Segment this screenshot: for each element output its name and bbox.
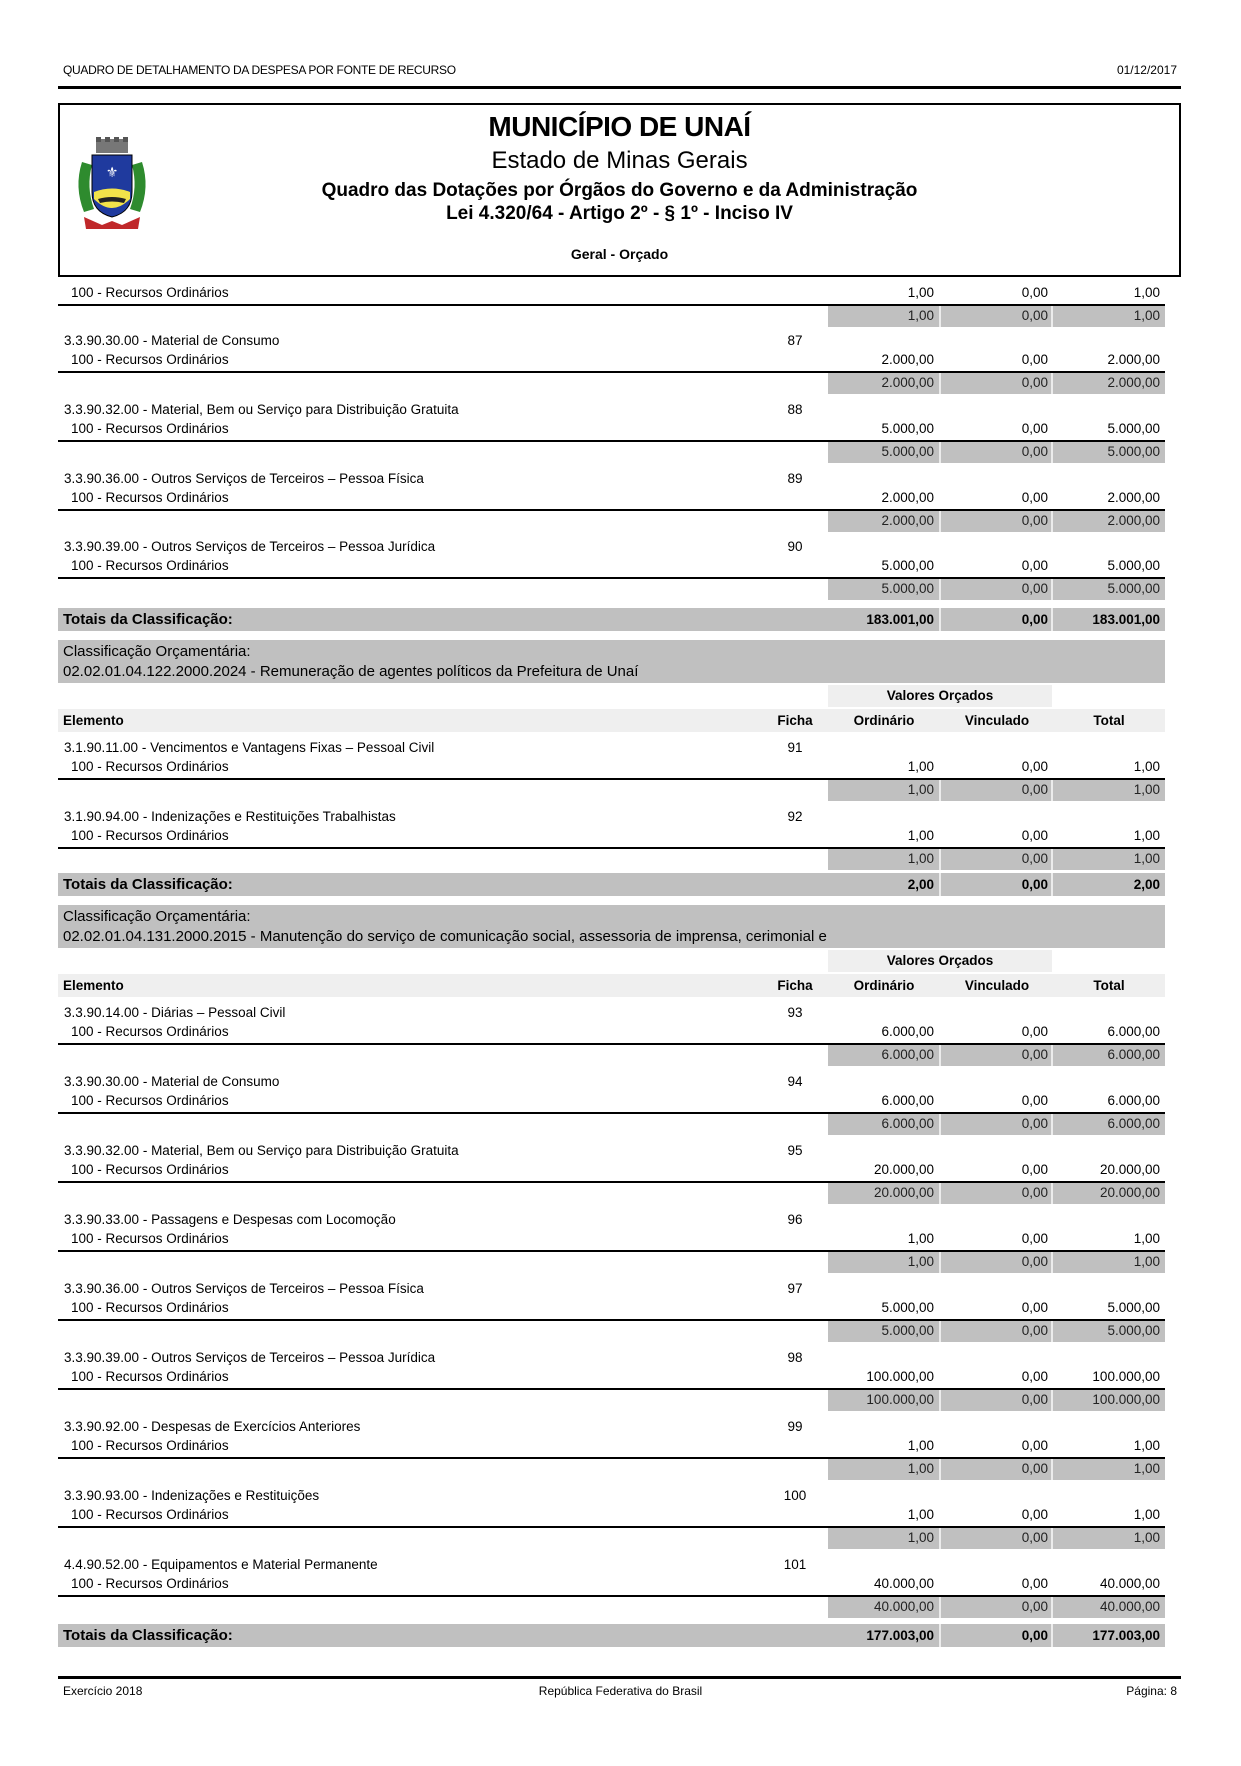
- source-label: 100 - Recursos Ordinários: [71, 1576, 229, 1591]
- source-label: 100 - Recursos Ordinários: [71, 1438, 229, 1453]
- footer-divider: [58, 1676, 1181, 1679]
- element-label: 3.3.90.92.00 - Despesas de Exercícios Anteriores: [64, 1419, 361, 1434]
- classification-header: [58, 640, 1165, 683]
- totals-ordinario: 183.001,00: [866, 612, 934, 627]
- ficha-number: 101: [783, 1557, 807, 1572]
- subtotal-row: [828, 1183, 1165, 1204]
- value-ordinario: 1,00: [907, 285, 934, 300]
- col-ficha: Ficha: [777, 713, 813, 728]
- column-header-row: [58, 974, 1165, 997]
- subtotal-ordinario: 1,00: [907, 1530, 934, 1545]
- subtotal-row: [828, 306, 1165, 327]
- subtotal-vinculado: 0,00: [1021, 1461, 1048, 1476]
- totals-total: 2,00: [1133, 877, 1160, 892]
- col-vinculado: Vinculado: [964, 978, 1030, 993]
- subtotal-total: 1,00: [1133, 851, 1160, 866]
- subtotal-total: 100.000,00: [1092, 1392, 1160, 1407]
- subtotal-total: 6.000,00: [1107, 1116, 1160, 1131]
- col-elemento: Elemento: [63, 978, 124, 993]
- source-label: 100 - Recursos Ordinários: [71, 352, 229, 367]
- source-label: 100 - Recursos Ordinários: [71, 420, 229, 436]
- col-ficha: Ficha: [777, 978, 813, 993]
- subtotal-ordinario: 1,00: [907, 782, 934, 797]
- totals-label: Totais da Classificação:: [63, 1627, 233, 1644]
- classification-totals: [58, 1624, 1165, 1647]
- classification-code: 02.02.01.04.122.2000.2024 - Remuneração de agentes políticos da Prefeitura de Unaí: [63, 663, 639, 680]
- classification-totals: [58, 873, 1165, 896]
- subtotal-vinculado: 0,00: [1021, 512, 1048, 528]
- totals-label: Totais da Classificação:: [63, 876, 233, 893]
- subtotal-ordinario: 5.000,00: [881, 443, 934, 459]
- element-label: 3.3.90.36.00 - Outros Serviços de Terceiros – Pessoa Física: [64, 1281, 424, 1296]
- subtotal-ordinario: 100.000,00: [866, 1392, 934, 1407]
- ficha-number: 90: [787, 539, 803, 555]
- element-label: 3.3.90.33.00 - Passagens e Despesas com Locomoção: [64, 1212, 396, 1227]
- value-vinculado: 0,00: [1021, 1231, 1048, 1246]
- value-ordinario: 6.000,00: [881, 1024, 934, 1039]
- totals-vinculado: 0,00: [1021, 612, 1048, 627]
- ficha-number: 95: [787, 1143, 803, 1158]
- ficha-number: 94: [787, 1074, 803, 1089]
- value-total: 5.000,00: [1107, 1300, 1160, 1315]
- ficha-number: 96: [787, 1212, 803, 1227]
- element-label: 3.1.90.11.00 - Vencimentos e Vantagens Fixas – Pessoal Civil: [64, 740, 435, 755]
- ficha-number: 99: [787, 1419, 803, 1434]
- classification-totals: [58, 608, 1165, 631]
- subtotal-vinculado: 0,00: [1021, 1185, 1048, 1200]
- value-total: 1,00: [1133, 759, 1160, 774]
- subtotal-ordinario: 2.000,00: [881, 512, 934, 528]
- classification-label: Classificação Orçamentária:: [63, 643, 251, 660]
- subtotal-row: [828, 442, 1165, 463]
- source-label: 100 - Recursos Ordinários: [71, 759, 229, 774]
- subtotal-total: 6.000,00: [1107, 1047, 1160, 1062]
- value-vinculado: 0,00: [1021, 352, 1048, 367]
- element-label: 3.3.90.39.00 - Outros Serviços de Terceiros – Pessoa Jurídica: [64, 539, 436, 555]
- value-ordinario: 1,00: [907, 1231, 934, 1246]
- subtotal-total: 5.000,00: [1107, 1323, 1160, 1338]
- ficha-number: 93: [787, 1005, 803, 1020]
- footer-page-number: Página: 8: [1126, 1684, 1177, 1698]
- value-vinculado: 0,00: [1021, 1507, 1048, 1522]
- value-ordinario: 1,00: [907, 828, 934, 843]
- value-ordinario: 1,00: [907, 1438, 934, 1453]
- source-label: 100 - Recursos Ordinários: [71, 1024, 229, 1039]
- value-vinculado: 0,00: [1021, 1093, 1048, 1108]
- element-label: 3.3.90.36.00 - Outros Serviços de Terceiros – Pessoa Física: [64, 470, 424, 486]
- subtotal-ordinario: 1,00: [907, 851, 934, 866]
- value-total: 5.000,00: [1107, 558, 1160, 574]
- classification-code: 02.02.01.04.131.2000.2015 - Manutenção do serviço de comunicação social, assessoria de imprensa, cerimonial e: [63, 928, 827, 945]
- value-ordinario: 5.000,00: [881, 420, 934, 436]
- subtotal-vinculado: 0,00: [1021, 443, 1048, 459]
- subtotal-total: 1,00: [1133, 1254, 1160, 1269]
- subtotal-row: [828, 1528, 1165, 1549]
- subtotal-row: [828, 1459, 1165, 1480]
- value-total: 1,00: [1133, 1438, 1160, 1453]
- col-total: Total: [1093, 978, 1125, 993]
- subtotal-row: [828, 1390, 1165, 1411]
- report-date: 01/12/2017: [1116, 63, 1177, 77]
- ficha-number: 98: [787, 1350, 803, 1365]
- element-label: 3.3.90.30.00 - Material de Consumo: [64, 333, 280, 348]
- value-total: 1,00: [1133, 1507, 1160, 1522]
- value-vinculado: 0,00: [1021, 558, 1048, 574]
- subtotal-row: [828, 1321, 1165, 1342]
- value-ordinario: 1,00: [907, 759, 934, 774]
- subtotal-ordinario: 6.000,00: [881, 1047, 934, 1062]
- subtotal-row: [828, 579, 1165, 600]
- value-total: 6.000,00: [1107, 1024, 1160, 1039]
- subtotal-vinculado: 0,00: [1021, 782, 1048, 797]
- subtotal-ordinario: 5.000,00: [881, 1323, 934, 1338]
- col-elemento: Elemento: [63, 713, 124, 728]
- value-ordinario: 40.000,00: [873, 1576, 934, 1591]
- subtotal-row: [828, 511, 1165, 532]
- totals-total: 177.003,00: [1092, 1628, 1160, 1643]
- source-label: 100 - Recursos Ordinários: [71, 558, 229, 574]
- value-vinculado: 0,00: [1021, 759, 1048, 774]
- value-total: 1,00: [1133, 828, 1160, 843]
- value-ordinario: 2.000,00: [881, 489, 934, 505]
- classification-label: Classificação Orçamentária:: [63, 908, 251, 925]
- subtotal-ordinario: 20.000,00: [873, 1185, 934, 1200]
- subtotal-total: 1,00: [1133, 1461, 1160, 1476]
- source-label: 100 - Recursos Ordinários: [71, 1507, 229, 1522]
- totals-ordinario: 177.003,00: [866, 1628, 934, 1643]
- subtotal-row: [828, 1045, 1165, 1066]
- col-vinculado: Vinculado: [964, 713, 1030, 728]
- ficha-number: 89: [787, 470, 803, 486]
- title-block: [58, 103, 1181, 277]
- subtotal-vinculado: 0,00: [1021, 1323, 1048, 1338]
- element-label: 3.1.90.94.00 - Indenizações e Restituições Trabalhistas: [64, 809, 396, 824]
- value-total: 6.000,00: [1107, 1093, 1160, 1108]
- totals-vinculado: 0,00: [1021, 877, 1048, 892]
- subtotal-vinculado: 0,00: [1021, 1599, 1048, 1614]
- ficha-number: 88: [787, 401, 803, 417]
- element-label: 3.3.90.32.00 - Material, Bem ou Serviço para Distribuição Gratuita: [64, 1143, 459, 1158]
- source-label: 100 - Recursos Ordinários: [71, 828, 229, 843]
- value-vinculado: 0,00: [1021, 828, 1048, 843]
- subtotal-vinculado: 0,00: [1021, 581, 1048, 597]
- subtotal-vinculado: 0,00: [1021, 1392, 1048, 1407]
- report-scope: Geral - Orçado: [570, 246, 669, 262]
- report-name: Quadro das Dotações por Órgãos do Governo e da Administração: [321, 180, 918, 201]
- column-header-row: [58, 709, 1165, 732]
- subtotal-ordinario: 1,00: [907, 1461, 934, 1476]
- subtotal-total: 2.000,00: [1107, 512, 1160, 528]
- element-label: 3.3.90.30.00 - Material de Consumo: [64, 1074, 280, 1089]
- element-label: 3.3.90.93.00 - Indenizações e Restituições: [64, 1488, 320, 1503]
- value-ordinario: 6.000,00: [881, 1093, 934, 1108]
- element-label: 3.3.90.39.00 - Outros Serviços de Terceiros – Pessoa Jurídica: [64, 1350, 436, 1365]
- subtotal-total: 1,00: [1133, 782, 1160, 797]
- law-reference: Lei 4.320/64 - Artigo 2º - § 1º - Inciso IV: [446, 203, 793, 224]
- value-vinculado: 0,00: [1021, 1024, 1048, 1039]
- subtotal-row: [828, 373, 1165, 394]
- subtotal-vinculado: 0,00: [1021, 1530, 1048, 1545]
- ficha-number: 87: [787, 333, 803, 348]
- footer-country: República Federativa do Brasil: [538, 1684, 703, 1698]
- element-label: 4.4.90.52.00 - Equipamentos e Material Permanente: [64, 1557, 378, 1572]
- source-label: 100 - Recursos Ordinários: [71, 1093, 229, 1108]
- value-total: 1,00: [1133, 1231, 1160, 1246]
- valores-orcados-header: Valores Orçados: [828, 685, 1052, 707]
- value-total: 20.000,00: [1099, 1162, 1160, 1177]
- subtotal-vinculado: 0,00: [1021, 851, 1048, 866]
- subtotal-total: 1,00: [1133, 308, 1160, 323]
- col-total: Total: [1093, 713, 1125, 728]
- col-ordinario: Ordinário: [853, 713, 915, 728]
- subtotal-total: 40.000,00: [1099, 1599, 1160, 1614]
- value-vinculado: 0,00: [1021, 1576, 1048, 1591]
- municipality-title: MUNICÍPIO DE UNAÍ: [488, 111, 751, 142]
- subtotal-total: 5.000,00: [1107, 443, 1160, 459]
- subtotal-total: 20.000,00: [1099, 1185, 1160, 1200]
- value-vinculado: 0,00: [1021, 420, 1048, 436]
- value-vinculado: 0,00: [1021, 489, 1048, 505]
- source-label: 100 - Recursos Ordinários: [71, 1231, 229, 1246]
- totals-ordinario: 2,00: [907, 877, 934, 892]
- value-ordinario: 2.000,00: [881, 352, 934, 367]
- subtotal-ordinario: 1,00: [907, 1254, 934, 1269]
- totals-total: 183.001,00: [1092, 612, 1160, 627]
- subtotal-ordinario: 2.000,00: [881, 375, 934, 390]
- element-label: 3.3.90.14.00 - Diárias – Pessoal Civil: [64, 1005, 286, 1020]
- value-ordinario: 100.000,00: [866, 1369, 934, 1384]
- subtotal-vinculado: 0,00: [1021, 1047, 1048, 1062]
- subtotal-row: [828, 1252, 1165, 1273]
- value-ordinario: 1,00: [907, 1507, 934, 1522]
- value-ordinario: 5.000,00: [881, 558, 934, 574]
- ficha-number: 100: [783, 1488, 807, 1503]
- subtotal-ordinario: 5.000,00: [881, 581, 934, 597]
- value-total: 2.000,00: [1107, 352, 1160, 367]
- header-divider: [58, 86, 1181, 89]
- subtotal-row: [828, 1114, 1165, 1135]
- subtotal-ordinario: 40.000,00: [873, 1599, 934, 1614]
- subtotal-total: 5.000,00: [1107, 581, 1160, 597]
- subtotal-row: [828, 1597, 1165, 1618]
- source-label: 100 - Recursos Ordinários: [71, 285, 229, 300]
- element-label: 3.3.90.32.00 - Material, Bem ou Serviço para Distribuição Gratuita: [64, 401, 459, 417]
- subtotal-vinculado: 0,00: [1021, 308, 1048, 323]
- source-label: 100 - Recursos Ordinários: [71, 1300, 229, 1315]
- subtotal-vinculado: 0,00: [1021, 375, 1048, 390]
- source-label: 100 - Recursos Ordinários: [71, 1369, 229, 1384]
- subtotal-vinculado: 0,00: [1021, 1116, 1048, 1131]
- totals-vinculado: 0,00: [1021, 1628, 1048, 1643]
- classification-header: [58, 905, 1165, 948]
- subtotal-total: 2.000,00: [1107, 375, 1160, 390]
- value-vinculado: 0,00: [1021, 1162, 1048, 1177]
- subtotal-row: [828, 849, 1165, 870]
- ficha-number: 92: [787, 809, 803, 824]
- col-ordinario: Ordinário: [853, 978, 915, 993]
- value-vinculado: 0,00: [1021, 1369, 1048, 1384]
- value-vinculado: 0,00: [1021, 1438, 1048, 1453]
- value-total: 2.000,00: [1107, 489, 1160, 505]
- ficha-number: 97: [787, 1281, 803, 1296]
- ficha-number: 91: [787, 740, 803, 755]
- valores-orcados-header: Valores Orçados: [828, 950, 1052, 972]
- svg-text:⚜: ⚜: [105, 165, 119, 181]
- subtotal-total: 1,00: [1133, 1530, 1160, 1545]
- value-total: 5.000,00: [1107, 420, 1160, 436]
- report-title: QUADRO DE DETALHAMENTO DA DESPESA POR FONTE DE RECURSO: [63, 63, 456, 77]
- value-ordinario: 20.000,00: [873, 1162, 934, 1177]
- source-label: 100 - Recursos Ordinários: [71, 1162, 229, 1177]
- value-total: 1,00: [1133, 285, 1160, 300]
- subtotal-ordinario: 1,00: [907, 308, 934, 323]
- value-total: 40.000,00: [1099, 1576, 1160, 1591]
- value-total: 100.000,00: [1092, 1369, 1160, 1384]
- value-vinculado: 0,00: [1021, 285, 1048, 300]
- source-label: 100 - Recursos Ordinários: [71, 489, 229, 505]
- subtotal-vinculado: 0,00: [1021, 1254, 1048, 1269]
- value-vinculado: 0,00: [1021, 1300, 1048, 1315]
- subtotal-ordinario: 6.000,00: [881, 1116, 934, 1131]
- subtotal-row: [828, 780, 1165, 801]
- totals-label: Totais da Classificação:: [63, 611, 233, 628]
- value-ordinario: 5.000,00: [881, 1300, 934, 1315]
- footer-fiscal-year: Exercício 2018: [63, 1684, 143, 1698]
- state-subtitle: Estado de Minas Gerais: [491, 147, 748, 174]
